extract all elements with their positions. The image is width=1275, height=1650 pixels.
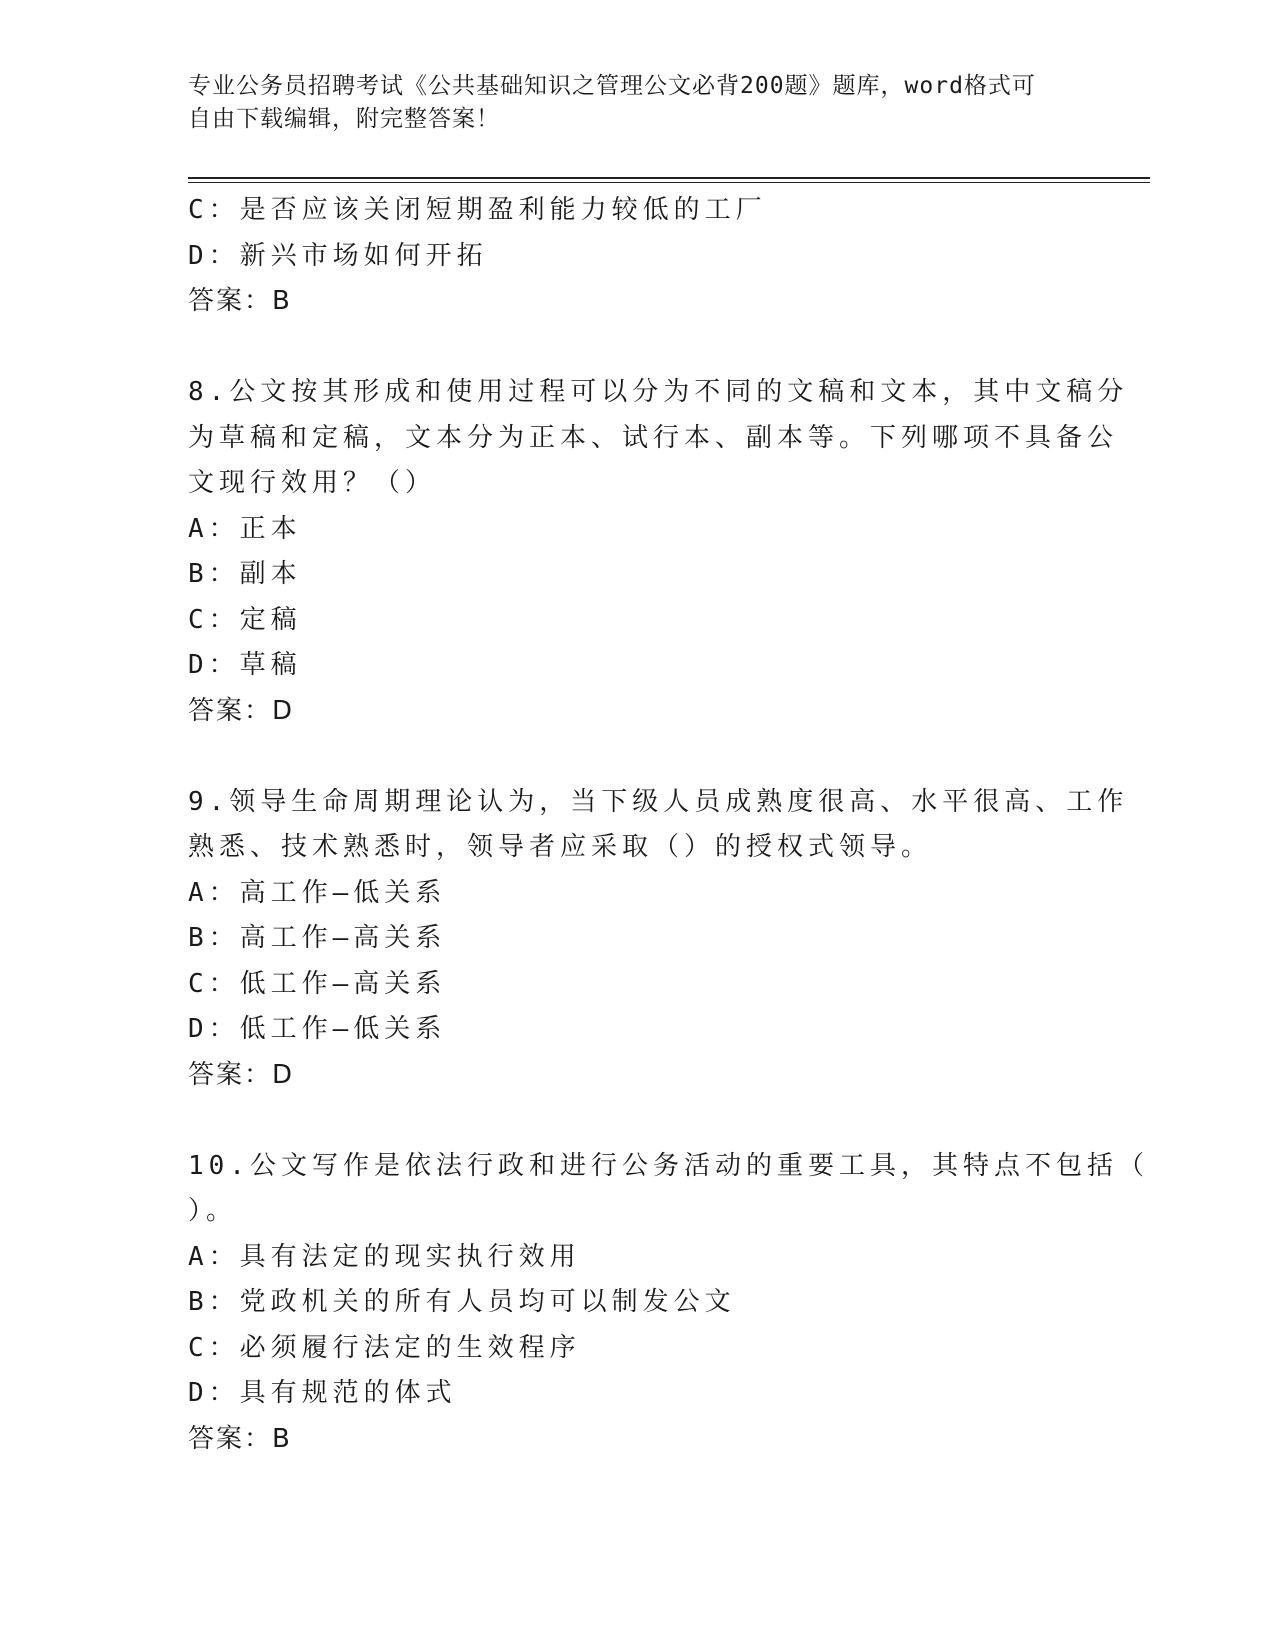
- question-8-answer: 答案：D: [188, 695, 295, 726]
- question-10-line-2: ）。: [188, 1196, 238, 1226]
- spacer: [188, 1098, 1068, 1144]
- question-9-line-2: 熟悉、技术熟悉时，领导者应采取（）的授权式领导。: [188, 832, 933, 862]
- question-9-option-b: B：高工作—高关系: [188, 923, 447, 953]
- page-header: [188, 70, 1068, 136]
- question-10-option-a: A：具有法定的现实执行效用: [188, 1241, 581, 1272]
- spacer: [188, 734, 1068, 780]
- question-10-answer: 答案：B: [188, 1423, 292, 1454]
- question-8-option-d: D：草稿: [188, 650, 302, 680]
- question-9-answer: 答案：D: [188, 1059, 295, 1090]
- question-8: [188, 370, 1129, 734]
- question-10-line-1: 10.公文写作是依法行政和进行公务活动的重要工具，其特点不包括（: [188, 1150, 1149, 1181]
- question-10-option-d: D：具有规范的体式: [188, 1378, 457, 1408]
- question-9: [188, 780, 1129, 1099]
- header-divider-thick: [188, 177, 1150, 179]
- question-body: [188, 188, 1149, 1462]
- question-10-option-b: B：党政机关的所有人员均可以制发公文: [188, 1287, 736, 1317]
- question-9-option-d: D：低工作—低关系: [188, 1014, 447, 1044]
- question-8-line-1: 8.公文按其形成和使用过程可以分为不同的文稿和文本，其中文稿分: [188, 377, 1129, 407]
- spacer: [188, 325, 1068, 371]
- question-8-option-a: A：正本: [188, 513, 302, 544]
- question-9-option-c: C：低工作—高关系: [188, 968, 447, 999]
- question-10: [188, 1144, 1149, 1463]
- prev-option-c: C：是否应该关闭短期盈利能力较低的工厂: [188, 195, 767, 225]
- prev-option-d: D：新兴市场如何开拓: [188, 240, 488, 271]
- question-8-line-2: 为草稿和定稿，文本分为正本、试行本、副本等。下列哪项不具备公: [188, 422, 1119, 453]
- question-8-line-3: 文现行效用？（）: [188, 468, 437, 498]
- question-8-option-b: B：副本: [188, 559, 302, 589]
- header-line-2: 自由下载编辑，附完整答案！: [188, 106, 500, 132]
- header-line-1: 专业公务员招聘考试《公共基础知识之管理公文必背200题》题库，word格式可: [188, 73, 1036, 99]
- prev-answer: 答案：B: [188, 286, 292, 316]
- question-10-option-c: C：必须履行法定的生效程序: [188, 1332, 581, 1363]
- header-divider-thin: [188, 182, 1150, 183]
- question-9-line-1: 9.领导生命周期理论认为，当下级人员成熟度很高、水平很高、工作: [188, 786, 1129, 817]
- question-8-option-c: C：定稿: [188, 604, 302, 635]
- question-9-option-a: A：高工作—低关系: [188, 877, 447, 908]
